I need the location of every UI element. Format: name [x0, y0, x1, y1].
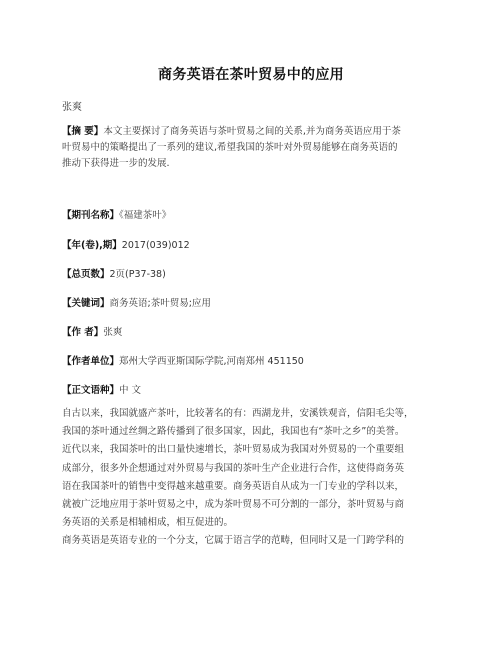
meta-author	[62, 324, 122, 338]
meta-value: 张爽	[103, 327, 123, 338]
body-line: 成部分，很多外企想通过对外贸易与我国的茶叶生产企业进行合作，这使得商务英	[62, 462, 405, 474]
body-line: 就被广泛地应用于茶叶贸易之中，成为茶叶贸易不可分割的一部分，茶叶贸易与商	[62, 499, 405, 511]
meta-label: 【作 者】	[62, 327, 104, 338]
body-line: 自古以来，我国就盛产茶叶，比较著名的有：西湖龙井，安溪铁观音，信阳毛尖等，	[62, 408, 414, 419]
body-line: 商务英语是英语专业的一个分支，它属于语言学的范畴，但同时又是一门跨学科的	[62, 535, 405, 547]
meta-value: 《福建茶叶》	[119, 210, 172, 221]
body-line: 我国的茶叶通过丝绸之路传播到了很多国家，因此，我国也有“茶叶之乡”的美誉。	[62, 426, 405, 438]
meta-value: 2页(P37-38)	[109, 269, 166, 280]
meta-label: 【关键词】	[62, 298, 110, 309]
body-line: 务英语的关系是相辅相成，相互促进的。	[62, 517, 234, 529]
meta-label: 【正文语种】	[62, 385, 120, 396]
page-title: 商务英语在茶叶贸易中的应用	[158, 67, 344, 83]
body-line: 语在我国茶叶的销售中变得越来越重要。商务英语自从成为一门专业的学科以来，	[62, 480, 405, 492]
abstract-line: 叶贸易中的策略提出了一系列的建议,希望我国的茶叶对外贸易能够在商务英语的	[62, 142, 398, 153]
meta-keywords	[62, 295, 211, 309]
meta-language	[62, 382, 141, 396]
meta-label: 【年(卷),期】	[62, 240, 122, 251]
meta-journal	[62, 207, 171, 221]
meta-label: 【总页数】	[62, 269, 110, 280]
meta-value: 商务英语;茶叶贸易;应用	[109, 298, 211, 309]
abstract-block	[62, 124, 442, 172]
meta-pages	[62, 266, 166, 280]
body-text	[62, 405, 444, 551]
meta-value: 中 文	[119, 385, 142, 396]
body-line: 近代以来，我国茶叶的出口量快速增长，茶叶贸易成为我国对外贸易的一个重要组	[62, 444, 405, 456]
meta-issue	[62, 237, 190, 251]
author-name: 张爽	[62, 102, 82, 113]
meta-value: 2017(039)012	[121, 240, 190, 251]
abstract-line: 本文主要探讨了商务英语与茶叶贸易之间的关系,并为商务英语应用于茶	[103, 126, 401, 137]
meta-affiliation	[62, 353, 304, 367]
abstract-line: 推动下获得进一步的发展.	[62, 158, 170, 169]
meta-value: 郑州大学西亚斯国际学院,河南郑州 451150	[119, 356, 304, 367]
abstract-label: 【摘 要】	[62, 126, 104, 137]
meta-label: 【期刊名称】	[62, 210, 120, 221]
meta-label: 【作者单位】	[62, 356, 120, 367]
